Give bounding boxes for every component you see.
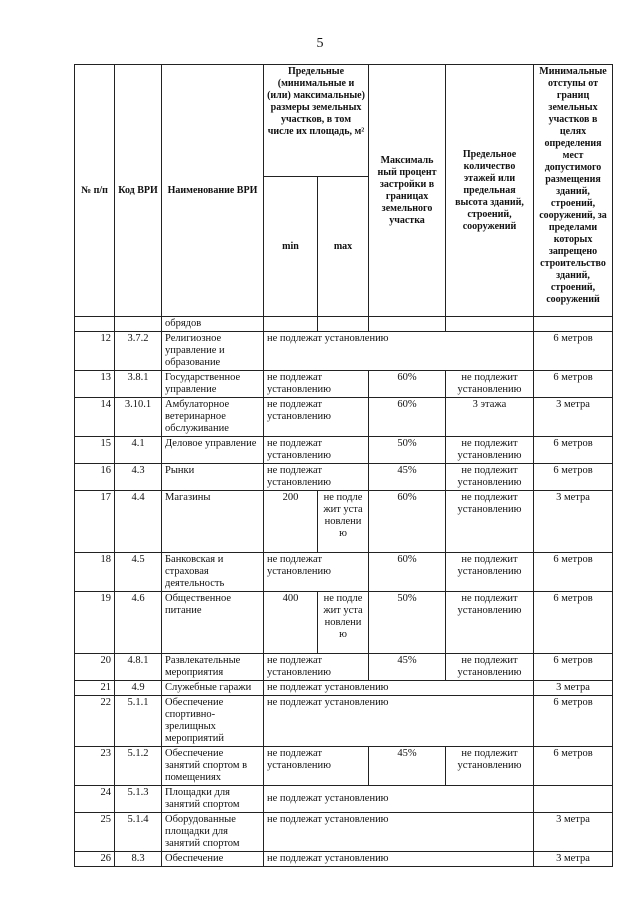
row-number: 25: [75, 813, 115, 852]
cell-blank: [369, 317, 446, 332]
row-number: 20: [75, 654, 115, 681]
row-code: 3.10.1: [115, 398, 162, 437]
continuation-name: обрядов: [162, 317, 264, 332]
row-setback: 6 метров: [534, 592, 613, 654]
row-code: 4.9: [115, 681, 162, 696]
row-code: 8.3: [115, 852, 162, 867]
row-merged-note: не подлежат установлению: [264, 696, 534, 747]
page-number: 5: [316, 36, 324, 51]
row-max: не подлежит установлению: [318, 592, 369, 654]
row-code: 4.5: [115, 553, 162, 592]
row-floors: не подлежит установлению: [446, 371, 534, 398]
cell-blank: [264, 317, 318, 332]
row-number: 19: [75, 592, 115, 654]
row-code: 4.4: [115, 491, 162, 553]
row-setback: 3 метра: [534, 491, 613, 553]
row-name: Банковская и страховая деятельность: [162, 553, 264, 592]
row-number: 24: [75, 786, 115, 813]
row-percent: 45%: [369, 464, 446, 491]
table-row: [75, 852, 613, 867]
row-floors: 3 этажа: [446, 398, 534, 437]
row-number: 14: [75, 398, 115, 437]
row-name: Рынки: [162, 464, 264, 491]
header-size: Предельные (минимальные и (или) максимальные) размеры земельных участков, в том числе их площадь, м²: [264, 65, 369, 177]
row-min: 200: [264, 491, 318, 553]
row-number: 12: [75, 332, 115, 371]
header-max: max: [318, 177, 369, 317]
row-name: Амбулаторное ветеринарное обслуживание: [162, 398, 264, 437]
row-percent: 60%: [369, 553, 446, 592]
row-setback: 3 метра: [534, 681, 613, 696]
table-row: [75, 437, 613, 464]
row-name: Развлекательные мероприятия: [162, 654, 264, 681]
row-floors: не подлежит установлению: [446, 491, 534, 553]
table-row: [75, 592, 613, 654]
row-floors: не подлежит установлению: [446, 464, 534, 491]
row-percent: 50%: [369, 437, 446, 464]
row-name: Обеспечение: [162, 852, 264, 867]
row-size: не подлежат установлению: [264, 464, 369, 491]
row-setback: 6 метров: [534, 553, 613, 592]
row-code: 4.8.1: [115, 654, 162, 681]
row-code: 3.7.2: [115, 332, 162, 371]
row-setback: [534, 786, 613, 813]
header-no: № п/п: [75, 65, 115, 317]
row-setback: 6 метров: [534, 437, 613, 464]
row-number: 21: [75, 681, 115, 696]
table-row: [75, 332, 613, 371]
table-row: [75, 786, 613, 813]
table-row: [75, 654, 613, 681]
header-setback: Минимальные отступы от границ земельных участков в целях определения мест допустимого размещения зданий, строений, сооружений, за пределами которых запрещено строительство зданий, строений, сооружений: [534, 65, 613, 317]
row-max: не подлежит установлению: [318, 491, 369, 553]
row-size: не подлежат установлению: [264, 747, 369, 786]
row-code: 5.1.1: [115, 696, 162, 747]
row-number: 23: [75, 747, 115, 786]
row-floors: не подлежит установлению: [446, 437, 534, 464]
row-number: 13: [75, 371, 115, 398]
cell-blank: [75, 317, 115, 332]
header-code: Код ВРИ: [115, 65, 162, 317]
cell-blank: [446, 317, 534, 332]
row-merged-note: не подлежат установлению: [264, 852, 534, 867]
table-row: [75, 371, 613, 398]
row-name: Оборудованные площадки для занятий спортом: [162, 813, 264, 852]
row-setback: 6 метров: [534, 464, 613, 491]
row-setback: 6 метров: [534, 371, 613, 398]
row-code: 5.1.2: [115, 747, 162, 786]
row-percent: 50%: [369, 592, 446, 654]
row-name: Государственное управление: [162, 371, 264, 398]
row-code: 4.1: [115, 437, 162, 464]
row-name: Служебные гаражи: [162, 681, 264, 696]
header-floors: Предельное количество этажей или предельная высота зданий, строений, сооружений: [446, 65, 534, 317]
row-size: не подлежат установлению: [264, 398, 369, 437]
row-setback: 6 метров: [534, 747, 613, 786]
row-size: не подлежат установлению: [264, 553, 369, 592]
cell-blank: [534, 317, 613, 332]
row-name: Площадки для занятий спортом: [162, 786, 264, 813]
header-min: min: [264, 177, 318, 317]
row-number: 22: [75, 696, 115, 747]
row-floors: не подлежит установлению: [446, 553, 534, 592]
row-setback: 6 метров: [534, 696, 613, 747]
row-setback: 3 метра: [534, 813, 613, 852]
row-merged-note: не подлежат установлению: [264, 681, 534, 696]
zoning-table: [74, 64, 613, 867]
row-floors: не подлежит установлению: [446, 654, 534, 681]
row-number: 26: [75, 852, 115, 867]
row-number: 17: [75, 491, 115, 553]
row-floors: не подлежит установлению: [446, 747, 534, 786]
header-percent: Максималь ный процент застройки в границах земельного участка: [369, 65, 446, 317]
row-code: 3.8.1: [115, 371, 162, 398]
row-min: 400: [264, 592, 318, 654]
table-row: [75, 696, 613, 747]
table-row: [75, 747, 613, 786]
row-merged-note: не подлежат установлению: [264, 332, 534, 371]
row-merged-note: не подлежат установлению: [264, 813, 534, 852]
row-setback: 6 метров: [534, 654, 613, 681]
row-code: 5.1.4: [115, 813, 162, 852]
row-merged-note: не подлежат установлению: [264, 786, 534, 813]
row-size: не подлежат установлению: [264, 654, 369, 681]
header-name: Наименование ВРИ: [162, 65, 264, 317]
row-code: 5.1.3: [115, 786, 162, 813]
row-percent: 60%: [369, 491, 446, 553]
row-number: 18: [75, 553, 115, 592]
cell-blank: [318, 317, 369, 332]
row-setback: 3 метра: [534, 398, 613, 437]
table-row: [75, 553, 613, 592]
table-row: [75, 398, 613, 437]
row-size: не подлежат установлению: [264, 437, 369, 464]
row-size: не подлежат установлению: [264, 371, 369, 398]
row-name: Обеспечение спортивно-зрелищных мероприятий: [162, 696, 264, 747]
table-row: [75, 491, 613, 553]
table-row: [75, 813, 613, 852]
row-setback: 3 метра: [534, 852, 613, 867]
row-percent: 60%: [369, 371, 446, 398]
table-row: [75, 464, 613, 491]
row-percent: 45%: [369, 747, 446, 786]
row-name: Обеспечение занятий спортом в помещениях: [162, 747, 264, 786]
row-name: Деловое управление: [162, 437, 264, 464]
row-floors: не подлежит установлению: [446, 592, 534, 654]
row-code: 4.6: [115, 592, 162, 654]
row-percent: 60%: [369, 398, 446, 437]
row-number: 16: [75, 464, 115, 491]
row-name: Религиозное управление и образование: [162, 332, 264, 371]
row-number: 15: [75, 437, 115, 464]
row-percent: 45%: [369, 654, 446, 681]
row-code: 4.3: [115, 464, 162, 491]
row-name: Общественное питание: [162, 592, 264, 654]
cell-blank: [115, 317, 162, 332]
row-setback: 6 метров: [534, 332, 613, 371]
row-name: Магазины: [162, 491, 264, 553]
table-row: [75, 681, 613, 696]
